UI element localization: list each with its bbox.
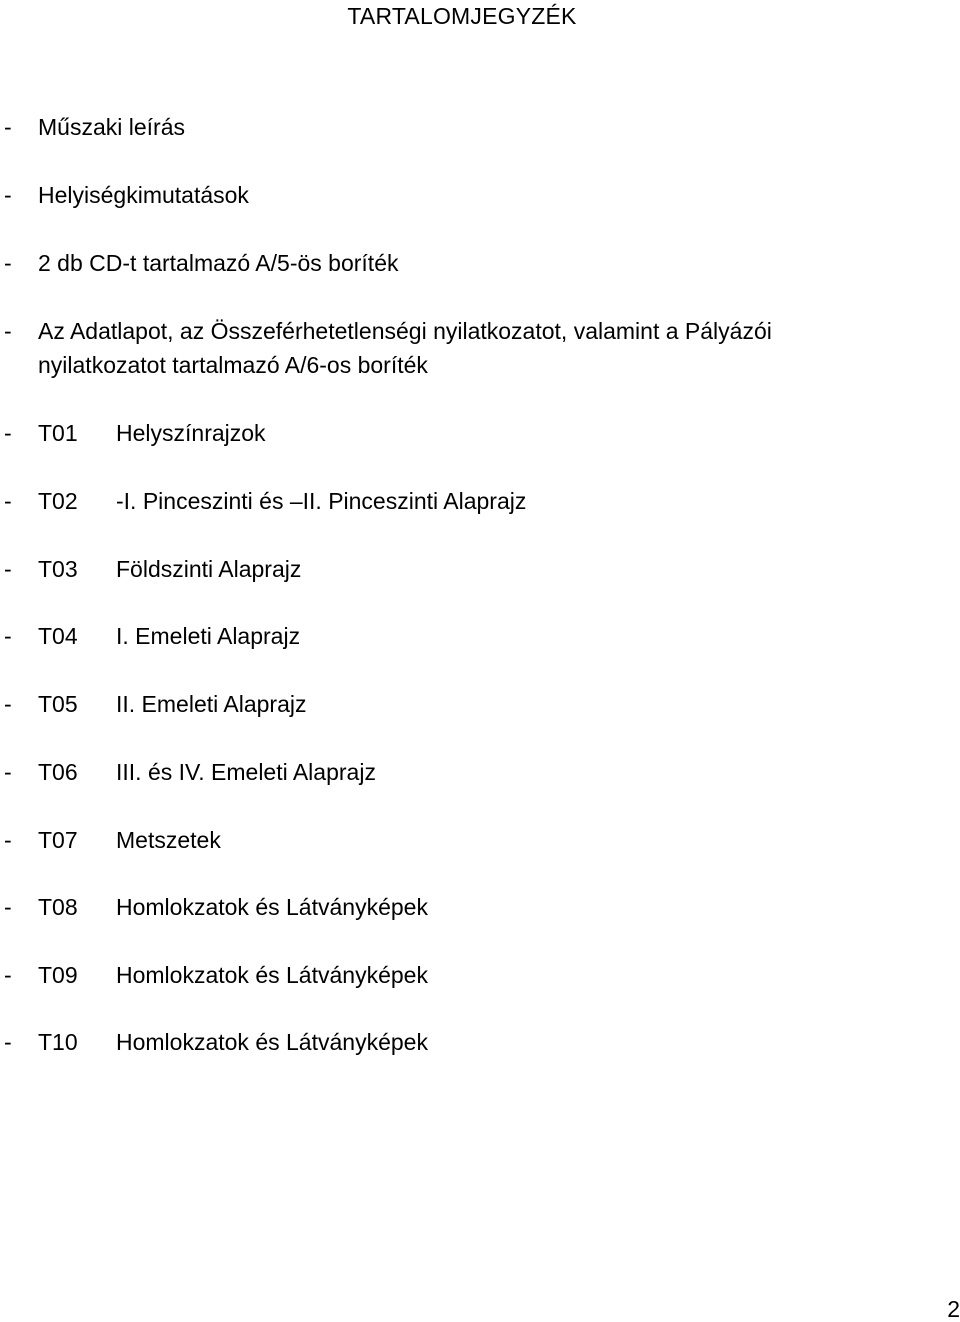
toc-item-code: T07 xyxy=(38,827,78,853)
toc-item-code: T03 xyxy=(38,556,78,582)
toc-item-desc: I. Emeleti Alaprajz xyxy=(116,623,301,649)
toc-item-desc: Helyszínrajzok xyxy=(116,420,266,446)
toc-item-dash: - xyxy=(4,827,12,853)
toc-item-code: T05 xyxy=(38,691,78,717)
toc-item-code: T09 xyxy=(38,962,78,988)
toc-item-dash: - xyxy=(4,182,12,208)
toc-item-dash: - xyxy=(4,318,12,344)
toc-item-dash: - xyxy=(4,894,12,920)
toc-item-code: T01 xyxy=(38,420,78,446)
toc-item-text: Az Adatlapot, az Összeférhetetlenségi nyilatkozatot, valamint a Pályázói nyilatkozatot tartalmazó A/6-os boríték xyxy=(38,318,772,378)
toc-item-code: T10 xyxy=(38,1029,78,1055)
toc-item-dash: - xyxy=(4,250,12,276)
toc-item-desc: -I. Pinceszinti és –II. Pinceszinti Alaprajz xyxy=(116,488,527,514)
toc-item-dash: - xyxy=(4,420,12,446)
toc-item-text: Műszaki leírás xyxy=(38,114,185,140)
toc-item-code: T06 xyxy=(38,759,78,785)
toc-item-dash: - xyxy=(4,623,12,649)
toc-item-desc: Homlokzatok és Látványképek xyxy=(116,962,428,988)
toc-item-code: T08 xyxy=(38,894,78,920)
toc-item-desc: Földszinti Alaprajz xyxy=(116,556,302,582)
toc-item-text: 2 db CD-t tartalmazó A/5-ös boríték xyxy=(38,250,399,276)
toc-item-desc: II. Emeleti Alaprajz xyxy=(116,691,307,717)
toc-item-desc: Metszetek xyxy=(116,827,221,853)
toc-item-desc: Homlokzatok és Látványképek xyxy=(116,1029,428,1055)
page-title: TARTALOMJEGYZÉK xyxy=(347,3,577,29)
toc-item-code: T02 xyxy=(38,488,78,514)
toc-item-desc: Homlokzatok és Látványképek xyxy=(116,894,428,920)
toc-item-dash: - xyxy=(4,114,12,140)
toc-item-dash: - xyxy=(4,759,12,785)
toc-item-dash: - xyxy=(4,691,12,717)
toc-item-text: Helyiségkimutatások xyxy=(38,182,249,208)
toc-item-dash: - xyxy=(4,962,12,988)
toc-item-desc: III. és IV. Emeleti Alaprajz xyxy=(116,759,376,785)
toc-item-dash: - xyxy=(4,1029,12,1055)
toc-item-dash: - xyxy=(4,488,12,514)
toc-item-code: T04 xyxy=(38,623,78,649)
page-number: 2 xyxy=(947,1296,960,1322)
toc-item-dash: - xyxy=(4,556,12,582)
